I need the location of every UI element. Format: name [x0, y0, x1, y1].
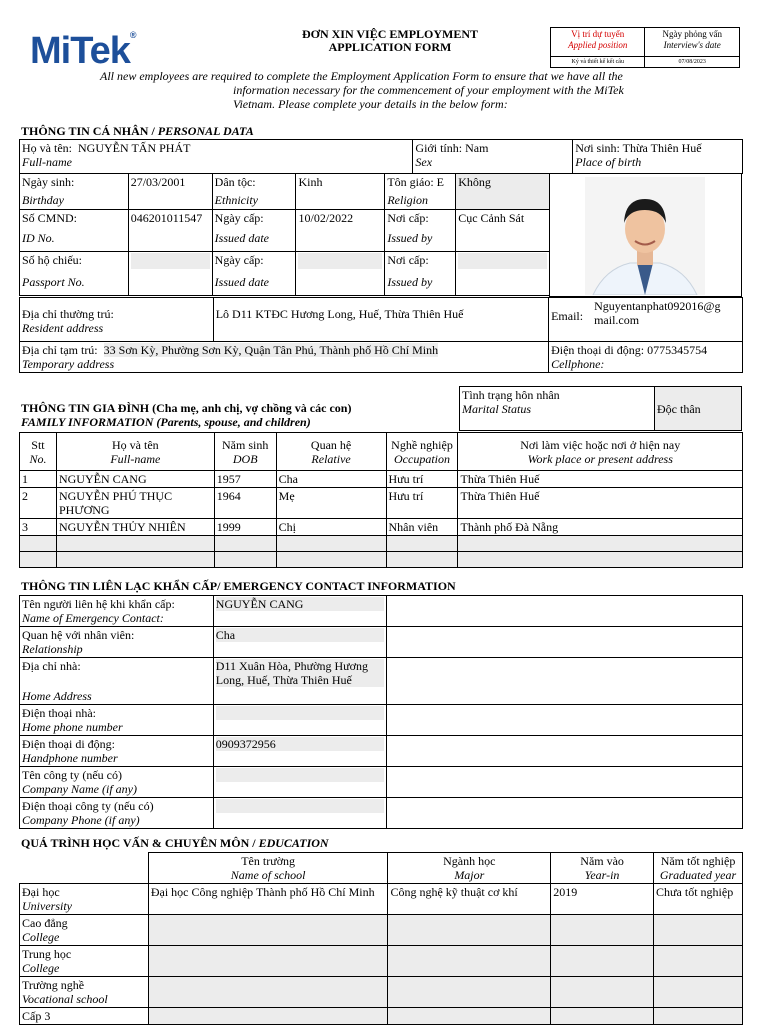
- table-row: [20, 536, 743, 552]
- emergency-homephone-label: Điện thoại nhà: Home phone number: [20, 705, 214, 736]
- form-title: [270, 28, 510, 54]
- family-cell-occupation[interactable]: Hưu trí: [386, 471, 458, 488]
- passport-issued-label: Ngày cấp: Issued date: [212, 252, 296, 296]
- marital-table: [459, 386, 742, 431]
- table-row: [20, 488, 743, 519]
- education-graduated-value[interactable]: [654, 1008, 743, 1025]
- education-level-label: Trung học College: [20, 946, 149, 977]
- emergency-table: [19, 595, 743, 829]
- education-graduated-value[interactable]: Chưa tốt nghiệp: [654, 884, 743, 915]
- education-header-major: Ngành học Major: [388, 853, 551, 884]
- interview-date-label: Ngày phỏng vấn Interview's date: [645, 28, 740, 57]
- email-value: Nguyentanphat092016@g mail.com: [594, 299, 721, 327]
- personal-table: [19, 139, 743, 174]
- emergency-name-value[interactable]: NGUYỄN CANG: [213, 596, 386, 627]
- family-cell-empty[interactable]: [20, 536, 57, 552]
- education-year-in-value[interactable]: [551, 1008, 654, 1025]
- education-graduated-value[interactable]: [654, 946, 743, 977]
- resident-label: Địa chỉ thường trú: Resident address: [20, 298, 214, 342]
- emergency-mobile-extra[interactable]: [386, 736, 742, 767]
- emergency-relationship-extra[interactable]: [386, 627, 742, 658]
- family-cell-name[interactable]: NGUYỄN THỦY NHIÊN: [56, 519, 214, 536]
- applied-position-label: Vị trí dự tuyển Applied position: [551, 28, 645, 57]
- marital-value[interactable]: Độc thân: [655, 387, 742, 431]
- family-cell-empty[interactable]: [458, 552, 743, 568]
- education-major-value[interactable]: Công nghệ kỹ thuật cơ khí: [388, 884, 551, 915]
- family-header-no: Stt No.: [20, 433, 57, 471]
- family-cell-occupation[interactable]: Hưu trí: [386, 488, 458, 519]
- education-year-in-value[interactable]: [551, 915, 654, 946]
- table-row: [20, 1008, 743, 1025]
- emergency-mobile-value[interactable]: 0909372956: [213, 736, 386, 767]
- issued-date-label: Ngày cấp: Issued date: [212, 210, 296, 252]
- family-header-row: [20, 433, 743, 471]
- family-cell-no[interactable]: 2: [20, 488, 57, 519]
- emergency-company-label: Tên công ty (nếu có) Company Name (if any): [20, 767, 214, 798]
- dob-label: Ngày sinh: Birthday: [20, 174, 129, 210]
- email-cell[interactable]: Email: Nguyentanphat092016@g mail.com: [549, 298, 743, 342]
- family-cell-relative[interactable]: Mẹ: [276, 488, 386, 519]
- education-major-value[interactable]: [388, 946, 551, 977]
- fullname-cell[interactable]: Họ và tên: NGUYỄN TẤN PHÁT Full-name: [20, 140, 413, 174]
- personal-section-title: THÔNG TIN CÁ NHÂN / PERSONAL DATA: [21, 124, 254, 138]
- interview-date-value[interactable]: 07/08/2023: [645, 57, 740, 68]
- family-cell-empty[interactable]: [214, 536, 276, 552]
- mitek-logo: MiTek®: [30, 30, 136, 72]
- family-cell-dob[interactable]: 1964: [214, 488, 276, 519]
- education-header-school: Tên trường Name of school: [148, 853, 388, 884]
- education-year-in-value[interactable]: [551, 977, 654, 1008]
- education-major-value[interactable]: [388, 915, 551, 946]
- table-row: [20, 946, 743, 977]
- family-cell-empty[interactable]: [214, 552, 276, 568]
- emergency-homephone-value[interactable]: [213, 705, 386, 736]
- emergency-company-extra[interactable]: [386, 767, 742, 798]
- family-cell-empty[interactable]: [386, 552, 458, 568]
- family-cell-relative[interactable]: Chị: [276, 519, 386, 536]
- family-cell-name[interactable]: NGUYỄN PHÚ THỤC PHƯƠNG: [56, 488, 214, 519]
- education-school-value[interactable]: [148, 915, 388, 946]
- issued-by-label: Nơi cấp: Issued by: [385, 210, 456, 252]
- family-cell-name[interactable]: NGUYỄN CANG: [56, 471, 214, 488]
- education-year-in-value[interactable]: 2019: [551, 884, 654, 915]
- family-cell-no[interactable]: 1: [20, 471, 57, 488]
- table-row: [20, 519, 743, 536]
- passport-label: Số hộ chiếu: Passport No.: [20, 252, 129, 296]
- family-cell-empty[interactable]: [458, 536, 743, 552]
- education-level-label: Đại học University: [20, 884, 149, 915]
- marital-label: Tình trạng hôn nhân Marital Status: [460, 387, 655, 431]
- address-table: [19, 297, 743, 373]
- education-major-value[interactable]: [388, 977, 551, 1008]
- emergency-name-label: Tên người liên hệ khi khẩn cấp: Name of Emergency Contact:: [20, 596, 214, 627]
- form-title-line2: APPLICATION FORM: [328, 40, 452, 54]
- education-level-label: Trường nghề Vocational school: [20, 977, 149, 1008]
- education-header-blank: [20, 853, 149, 884]
- resident-value[interactable]: Lô D11 KTĐC Hương Long, Huế, Thừa Thiên Huế: [213, 298, 548, 342]
- family-cell-empty[interactable]: [56, 552, 214, 568]
- emergency-name-extra[interactable]: [386, 596, 742, 627]
- emergency-mobile-label: Điện thoại di động: Handphone number: [20, 736, 214, 767]
- family-cell-empty[interactable]: [276, 536, 386, 552]
- issued-date-value[interactable]: 10/02/2022: [296, 210, 385, 252]
- emergency-address-extra[interactable]: [386, 658, 742, 705]
- family-cell-no[interactable]: 3: [20, 519, 57, 536]
- family-cell-empty[interactable]: [276, 552, 386, 568]
- family-table: [19, 432, 743, 568]
- passport-issued-value[interactable]: [296, 252, 385, 296]
- applicant-photo: [585, 177, 705, 295]
- education-graduated-value[interactable]: [654, 915, 743, 946]
- education-section-title: QUÁ TRÌNH HỌC VẤN & CHUYÊN MÔN / EDUCATION: [21, 836, 329, 850]
- photo-cell: [549, 173, 742, 297]
- passport-value[interactable]: [128, 252, 212, 296]
- family-header-occupation: Nghề nghiệp Occupation: [386, 433, 458, 471]
- education-graduated-value[interactable]: [654, 977, 743, 1008]
- table-row: [20, 884, 743, 915]
- family-cell-workplace[interactable]: Thừa Thiên Huế: [458, 488, 743, 519]
- dob-value[interactable]: 27/03/2001: [128, 174, 212, 210]
- family-cell-workplace[interactable]: Thành phố Đà Nẵng: [458, 519, 743, 536]
- emergency-section-title: THÔNG TIN LIÊN LẠC KHẨN CẤP/ EMERGENCY CONTACT INFORMATION: [21, 579, 456, 593]
- education-header-graduated: Năm tốt nghiệp Graduated year: [654, 853, 743, 884]
- header-box: [550, 27, 740, 68]
- religion-label: Tôn giáo: E Religion: [385, 174, 456, 210]
- education-school-value[interactable]: Đại học Công nghiệp Thành phố Hồ Chí Minh: [148, 884, 388, 915]
- education-school-value[interactable]: [148, 977, 388, 1008]
- education-school-value[interactable]: [148, 946, 388, 977]
- id-label: Số CMND: ID No.: [20, 210, 129, 252]
- family-cell-dob[interactable]: 1957: [214, 471, 276, 488]
- passport-issued-by-label: Nơi cấp: Issued by: [385, 252, 456, 296]
- sex-cell[interactable]: Giới tính: Nam Sex: [413, 140, 573, 174]
- ethnicity-value[interactable]: Kinh: [296, 174, 385, 210]
- emergency-address-label: Địa chỉ nhà: Home Address: [20, 658, 214, 705]
- ethnicity-label: Dân tộc: Ethnicity: [212, 174, 296, 210]
- emergency-company-value[interactable]: [213, 767, 386, 798]
- form-title-line1: ĐƠN XIN VIỆC EMPLOYMENT: [301, 27, 479, 41]
- id-value[interactable]: 046201011547: [128, 210, 212, 252]
- place-of-birth-cell[interactable]: Nơi sinh: Thừa Thiên Huế Place of birth: [573, 140, 743, 174]
- family-cell-empty[interactable]: [56, 536, 214, 552]
- issued-by-value[interactable]: Cục Cảnh Sát: [456, 210, 550, 252]
- family-header-name: Họ và tên Full-name: [56, 433, 214, 471]
- passport-issued-by-value[interactable]: [456, 252, 550, 296]
- temp-address-value: 33 Sơn Kỳ, Phường Sơn Kỳ, Quận Tân Phú, Thành phố Hồ Chí Minh: [103, 343, 439, 357]
- education-level-label: Cấp 3: [20, 1008, 149, 1025]
- table-row: [20, 977, 743, 1008]
- education-level-label: Cao đẳng College: [20, 915, 149, 946]
- intro-text: All new employees are required to complete the Employment Application Form to ensure that we have all the information necessary for the commencement of your employment with the MiTek Vietnam. Please complete your details in the below form:: [100, 69, 624, 111]
- family-section-title: THÔNG TIN GIA ĐÌNH (Cha mẹ, anh chị, vợ chồng và các con) FAMILY INFORMATION (Parents, spouse, and children): [21, 401, 352, 429]
- education-header-year-in: Năm vào Year-in: [551, 853, 654, 884]
- family-cell-empty[interactable]: [20, 552, 57, 568]
- table-row: [20, 915, 743, 946]
- education-table: [19, 852, 743, 1025]
- emergency-homephone-extra[interactable]: [386, 705, 742, 736]
- family-header-workplace: Nơi làm việc hoặc nơi ở hiện nay Work place or present address: [458, 433, 743, 471]
- cellphone-cell[interactable]: Điện thoại di động: 0775345754 Cellphone:: [549, 342, 743, 373]
- emergency-companyphone-label: Điện thoại công ty (nếu có) Company Phone (if any): [20, 798, 214, 829]
- family-cell-workplace[interactable]: Thừa Thiên Huế: [458, 471, 743, 488]
- applied-position-value[interactable]: Ký và thiết kế kết câu: [551, 57, 645, 68]
- emergency-address-value[interactable]: D11 Xuân Hòa, Phường Hương Long, Huế, Thừa Thiên Huế: [213, 658, 386, 705]
- education-major-value[interactable]: [388, 1008, 551, 1025]
- emergency-relationship-label: Quan hệ với nhân viên: Relationship: [20, 627, 214, 658]
- family-cell-occupation[interactable]: Nhân viên: [386, 519, 458, 536]
- table-row: [20, 552, 743, 568]
- emergency-companyphone-extra[interactable]: [386, 798, 742, 829]
- family-header-dob: Năm sinh DOB: [214, 433, 276, 471]
- emergency-relationship-value[interactable]: Cha: [213, 627, 386, 658]
- temp-address-cell[interactable]: Địa chỉ tạm trú: 33 Sơn Kỳ, Phường Sơn Kỳ, Quận Tân Phú, Thành phố Hồ Chí Minh Temporary address: [20, 342, 549, 373]
- family-header-relative: Quan hệ Relative: [276, 433, 386, 471]
- family-cell-relative[interactable]: Cha: [276, 471, 386, 488]
- education-school-value[interactable]: [148, 1008, 388, 1025]
- family-cell-dob[interactable]: 1999: [214, 519, 276, 536]
- identity-table: [19, 173, 550, 296]
- education-year-in-value[interactable]: [551, 946, 654, 977]
- emergency-companyphone-value[interactable]: [213, 798, 386, 829]
- religion-value[interactable]: Không: [456, 174, 550, 210]
- family-cell-empty[interactable]: [386, 536, 458, 552]
- table-row: [20, 471, 743, 488]
